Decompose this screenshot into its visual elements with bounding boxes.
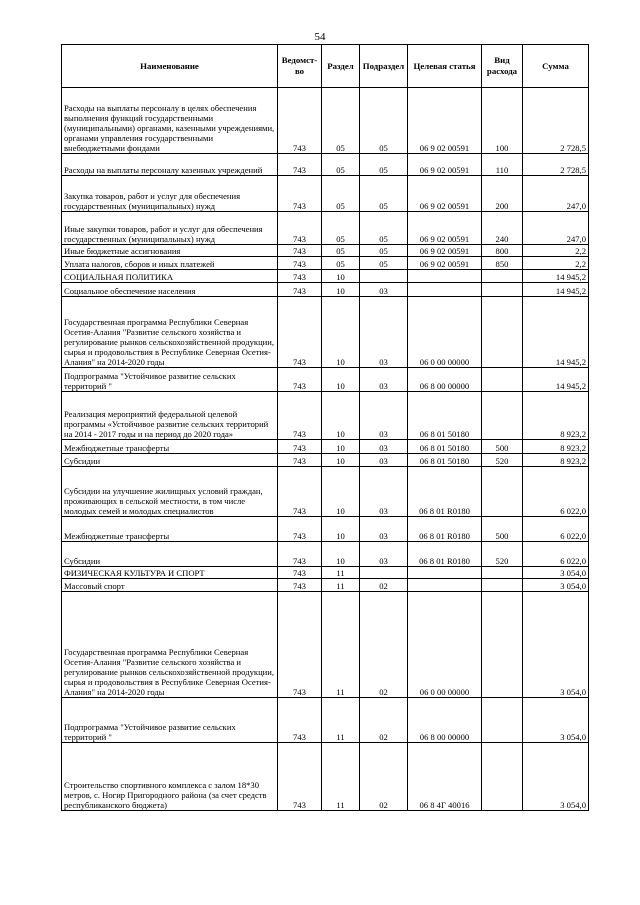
row-summa: 3 054,0 [523, 698, 589, 743]
row-vedomstvo: 743 [278, 245, 322, 257]
row-summa: 247,0 [523, 212, 589, 245]
row-name: Субсидии на улучшение жилищных условий граждан, проживающих в сельской местности, в том числе молодых семей и молодых специалистов [62, 467, 278, 517]
row-vedomstvo: 743 [278, 467, 322, 517]
table-row [62, 592, 589, 698]
table-row [62, 454, 589, 467]
row-vid [482, 297, 523, 368]
row-vedomstvo: 743 [278, 88, 322, 154]
table-row [62, 176, 589, 212]
row-razdel: 05 [322, 212, 360, 245]
row-razdel: 11 [322, 592, 360, 698]
header-name: Наименование [62, 45, 278, 88]
row-vedomstvo: 743 [278, 592, 322, 698]
row-summa: 6 022,0 [523, 467, 589, 517]
row-vedomstvo: 743 [278, 297, 322, 368]
row-podrazdel: 02 [360, 698, 408, 743]
row-celevaya: 06 0 00 00000 [408, 297, 482, 368]
row-summa: 3 054,0 [523, 579, 589, 592]
table-row [62, 698, 589, 743]
row-podrazdel: 05 [360, 154, 408, 176]
row-name: Расходы на выплаты персоналу в целях обеспечения выполнения функций государственными (муниципальными) органами, казенными учреждениями, органами управления государственными внебюджетными фондами [62, 88, 278, 154]
row-vid: 110 [482, 154, 523, 176]
row-name: Межбюджетные трансферты [62, 440, 278, 454]
row-name: ФИЗИЧЕСКАЯ КУЛЬТУРА И СПОРТ [62, 567, 278, 579]
row-summa: 3 054,0 [523, 567, 589, 579]
row-summa: 6 022,0 [523, 517, 589, 542]
row-celevaya: 06 8 00 00000 [408, 368, 482, 392]
row-vid [482, 270, 523, 283]
row-summa: 3 054,0 [523, 592, 589, 698]
header-razdel: Раздел [322, 45, 360, 88]
table-row [62, 467, 589, 517]
row-summa: 14 945,2 [523, 297, 589, 368]
row-vid: 520 [482, 454, 523, 467]
row-vid [482, 567, 523, 579]
row-summa: 247,0 [523, 176, 589, 212]
row-summa: 14 945,2 [523, 368, 589, 392]
table-row [62, 567, 589, 579]
row-razdel: 10 [322, 440, 360, 454]
row-razdel: 10 [322, 542, 360, 567]
row-podrazdel: 02 [360, 743, 408, 811]
table-row [62, 88, 589, 154]
row-razdel: 05 [322, 88, 360, 154]
row-vedomstvo: 743 [278, 517, 322, 542]
table-header-row [62, 45, 589, 88]
row-podrazdel: 03 [360, 392, 408, 440]
row-summa: 2,2 [523, 245, 589, 257]
row-vedomstvo: 743 [278, 743, 322, 811]
row-podrazdel: 02 [360, 579, 408, 592]
row-summa: 3 054,0 [523, 743, 589, 811]
row-vid: 100 [482, 88, 523, 154]
row-razdel: 10 [322, 517, 360, 542]
row-podrazdel [360, 270, 408, 283]
row-razdel: 05 [322, 154, 360, 176]
row-name: Межбюджетные трансферты [62, 517, 278, 542]
row-celevaya [408, 579, 482, 592]
row-celevaya: 06 9 02 00591 [408, 88, 482, 154]
row-razdel: 10 [322, 270, 360, 283]
row-celevaya: 06 8 01 R0180 [408, 467, 482, 517]
row-razdel: 10 [322, 467, 360, 517]
row-summa: 2 728,5 [523, 154, 589, 176]
row-name: Государственная программа Республики Северная Осетия-Алания "Развитие сельского хозяйства и регулирование рынков сельскохозяйственной продукции, сырья и продовольствия в Республике Северная Осетия-Алания" на 2014-2020 годы [62, 297, 278, 368]
row-celevaya: 06 9 02 00591 [408, 257, 482, 270]
row-name: Субсидии [62, 542, 278, 567]
row-vedomstvo: 743 [278, 440, 322, 454]
row-vid [482, 368, 523, 392]
table-row [62, 154, 589, 176]
row-name: Подпрограмма "Устойчивое развитие сельских территорий " [62, 368, 278, 392]
row-celevaya [408, 283, 482, 297]
table-row [62, 297, 589, 368]
row-vid: 240 [482, 212, 523, 245]
row-name: Иные бюджетные ассигнования [62, 245, 278, 257]
row-vedomstvo: 743 [278, 283, 322, 297]
row-name: Иные закупки товаров, работ и услуг для обеспечения государственных (муниципальных) нужд [62, 212, 278, 245]
row-name: СОЦИАЛЬНАЯ ПОЛИТИКА [62, 270, 278, 283]
row-vid: 200 [482, 176, 523, 212]
table-row [62, 542, 589, 567]
row-name: Строительство спортивного комплекса с залом 18*30 метров, с. Ногир Пригородного района (за счет средств республиканского бюджета) [62, 743, 278, 811]
row-razdel: 10 [322, 454, 360, 467]
row-summa: 8 923,2 [523, 392, 589, 440]
row-name: Реализация мероприятий федеральной целевой программы «Устойчивое развитие сельских территорий на 2014 - 2017 годы и на период до 2020 года» [62, 392, 278, 440]
table-row [62, 212, 589, 245]
row-celevaya: 06 9 02 00591 [408, 176, 482, 212]
row-celevaya: 06 0 00 00000 [408, 592, 482, 698]
row-razdel: 11 [322, 579, 360, 592]
table-row [62, 440, 589, 454]
row-vedomstvo: 743 [278, 212, 322, 245]
row-vid: 800 [482, 245, 523, 257]
row-podrazdel: 03 [360, 297, 408, 368]
row-celevaya: 06 8 01 R0180 [408, 517, 482, 542]
row-name: Закупка товаров, работ и услуг для обеспечения государственных (муниципальных) нужд [62, 176, 278, 212]
row-podrazdel: 03 [360, 542, 408, 567]
row-vedomstvo: 743 [278, 454, 322, 467]
row-vid: 500 [482, 440, 523, 454]
table-row [62, 283, 589, 297]
row-vid [482, 743, 523, 811]
row-razdel: 10 [322, 297, 360, 368]
row-razdel: 10 [322, 283, 360, 297]
row-podrazdel: 03 [360, 467, 408, 517]
row-vedomstvo: 743 [278, 567, 322, 579]
row-vid [482, 283, 523, 297]
row-name: Субсидии [62, 454, 278, 467]
row-vedomstvo: 743 [278, 154, 322, 176]
row-podrazdel: 05 [360, 257, 408, 270]
row-celevaya: 06 8 01 50180 [408, 440, 482, 454]
header-celevaya: Целевая статья [408, 45, 482, 88]
header-podrazdel: Подраздел [360, 45, 408, 88]
row-razdel: 10 [322, 368, 360, 392]
row-name: Уплата налогов, сборов и иных платежей [62, 257, 278, 270]
header-summa: Сумма [523, 45, 589, 88]
table-row [62, 245, 589, 257]
row-razdel: 11 [322, 743, 360, 811]
table-row [62, 579, 589, 592]
row-podrazdel: 03 [360, 517, 408, 542]
row-name: Массовый спорт [62, 579, 278, 592]
row-summa: 14 945,2 [523, 283, 589, 297]
row-celevaya: 06 8 01 50180 [408, 454, 482, 467]
row-vid [482, 467, 523, 517]
row-vedomstvo: 743 [278, 176, 322, 212]
row-vedomstvo: 743 [278, 368, 322, 392]
row-razdel: 10 [322, 392, 360, 440]
row-celevaya: 06 8 01 R0180 [408, 542, 482, 567]
page-number: 54 [314, 31, 326, 43]
row-razdel: 05 [322, 176, 360, 212]
row-vid: 520 [482, 542, 523, 567]
row-celevaya: 06 9 02 00591 [408, 245, 482, 257]
row-podrazdel: 02 [360, 592, 408, 698]
row-celevaya: 06 8 01 50180 [408, 392, 482, 440]
row-vedomstvo: 743 [278, 392, 322, 440]
row-podrazdel: 05 [360, 245, 408, 257]
table-row [62, 743, 589, 811]
row-razdel: 05 [322, 257, 360, 270]
row-summa: 2,2 [523, 257, 589, 270]
row-celevaya: 06 9 02 00591 [408, 154, 482, 176]
row-vid [482, 698, 523, 743]
row-podrazdel: 03 [360, 368, 408, 392]
row-summa: 14 945,2 [523, 270, 589, 283]
row-razdel: 05 [322, 245, 360, 257]
row-podrazdel: 05 [360, 212, 408, 245]
table-row [62, 517, 589, 542]
row-vid [482, 579, 523, 592]
table-row [62, 368, 589, 392]
row-podrazdel: 03 [360, 454, 408, 467]
row-name: Государственная программа Республики Северная Осетия-Алания "Развитие сельского хозяйства и регулирование рынков сельскохозяйственной продукции, сырья и продовольствия в Республике Северная Осетия-Алания" на 2014-2020 годы [62, 592, 278, 698]
row-vid [482, 392, 523, 440]
row-name: Расходы на выплаты персоналу казенных учреждений [62, 154, 278, 176]
row-podrazdel: 05 [360, 88, 408, 154]
row-summa: 8 923,2 [523, 440, 589, 454]
header-vedomstvo: Ведомст-во [278, 45, 322, 88]
header-vid: Вид расхода [482, 45, 523, 88]
row-summa: 8 923,2 [523, 454, 589, 467]
row-vedomstvo: 743 [278, 542, 322, 567]
row-celevaya [408, 567, 482, 579]
budget-table [61, 44, 589, 811]
row-razdel: 11 [322, 567, 360, 579]
table-row [62, 392, 589, 440]
row-podrazdel: 05 [360, 176, 408, 212]
row-vid [482, 592, 523, 698]
row-vedomstvo: 743 [278, 698, 322, 743]
table-row [62, 270, 589, 283]
row-razdel: 11 [322, 698, 360, 743]
row-celevaya: 06 8 00 00000 [408, 698, 482, 743]
row-vedomstvo: 743 [278, 579, 322, 592]
row-podrazdel: 03 [360, 440, 408, 454]
row-vedomstvo: 743 [278, 270, 322, 283]
row-vid: 850 [482, 257, 523, 270]
row-celevaya: 06 9 02 00591 [408, 212, 482, 245]
row-podrazdel [360, 567, 408, 579]
row-celevaya [408, 270, 482, 283]
row-summa: 2 728,5 [523, 88, 589, 154]
row-podrazdel: 03 [360, 283, 408, 297]
row-vid: 500 [482, 517, 523, 542]
row-name: Подпрограмма "Устойчивое развитие сельских территорий " [62, 698, 278, 743]
row-vedomstvo: 743 [278, 257, 322, 270]
table-row [62, 257, 589, 270]
row-summa: 6 022,0 [523, 542, 589, 567]
row-name: Социальное обеспечение населения [62, 283, 278, 297]
row-celevaya: 06 8 4Г 40016 [408, 743, 482, 811]
